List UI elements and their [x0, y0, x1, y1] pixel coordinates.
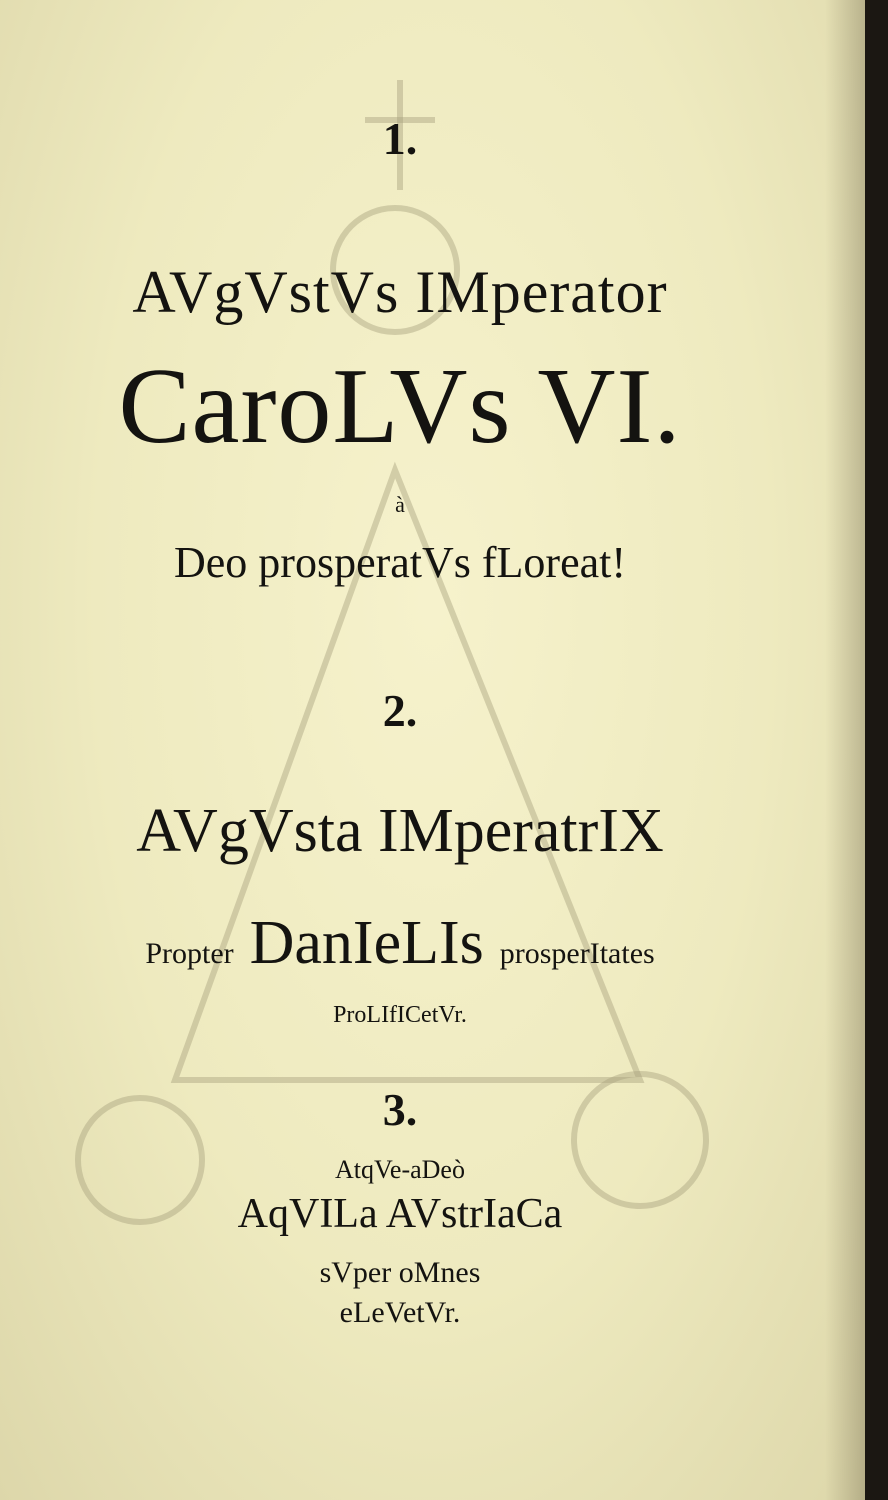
section-number-3: 3. [382, 1084, 418, 1135]
section-number-1: 1. [382, 113, 418, 164]
verse-line-super-omnes: sVper oMnes [319, 1256, 481, 1289]
verse-line-atque-adeo: AtqVe-aDeò [335, 1155, 465, 1184]
verse-word-prosperitates: prosperItates [499, 937, 655, 970]
verse-word-danielis: DanIeLIs [249, 909, 484, 977]
verse-line-a: à [395, 492, 405, 517]
verse-line-augustus-imperator: AVgVstVs IMperator [132, 259, 668, 325]
verse-line-propter-danielis [10, 908, 790, 979]
page-edge-shadow [825, 0, 865, 1500]
verse-line-augusta-imperatrix: AVgVsta IMperatrIX [136, 797, 664, 865]
verse-word-propter: Propter [145, 937, 234, 970]
verse-line-prolificetur: ProLIfICetVr. [333, 1002, 467, 1028]
verse-line-deo-prosperatus: Deo prosperatVs fLoreat! [173, 538, 627, 587]
verse-line-carolus-vi: CaroLVs VI. [118, 347, 682, 466]
section-number-2: 2. [382, 685, 418, 736]
verse-line-aquila-austriaca: AqVILa AVstrIaCa [237, 1191, 563, 1237]
verse-line-elevetur: eLeVetVr. [339, 1296, 461, 1329]
